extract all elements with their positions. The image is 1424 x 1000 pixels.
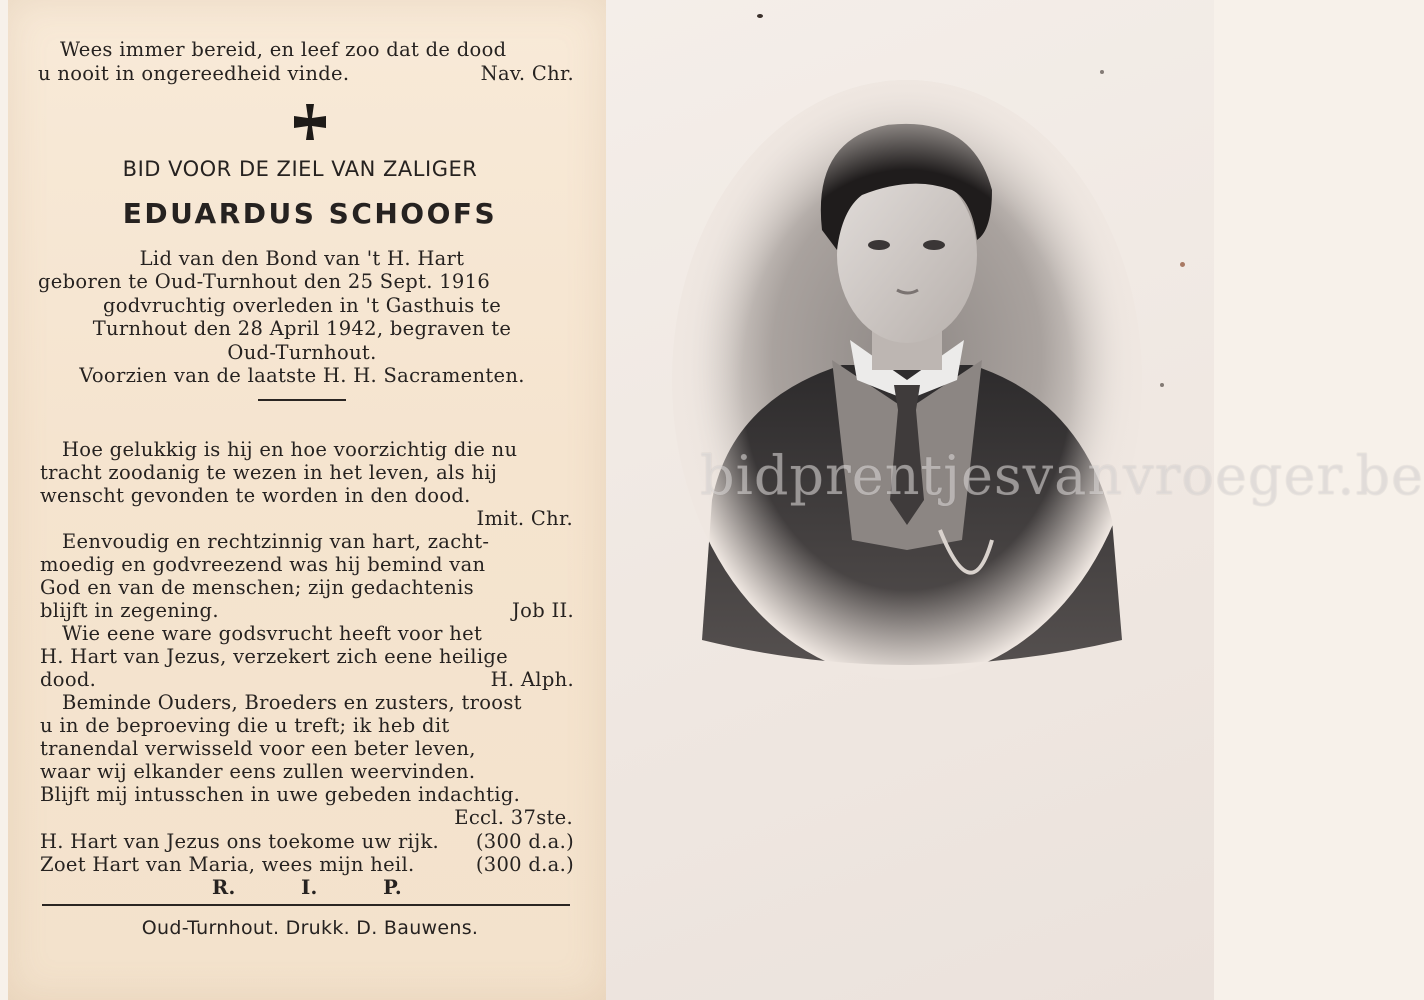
passage-4-source: Eccl. 37ste. — [454, 806, 573, 829]
footer-rule — [42, 904, 570, 906]
passage-3-line-2: H. Hart van Jezus, verzekert zich eene heilige — [40, 645, 508, 668]
portrait-photo — [672, 80, 1142, 700]
watermark-text: bidprentjesvanvroeger.be — [700, 444, 1424, 507]
bio-line-4: Turnhout den 28 April 1942, begraven te — [92, 317, 512, 340]
prayer-line-1: H. Hart van Jezus ons toekome uw rijk. (300 d.a.) — [40, 830, 574, 853]
passage-1-line-2: tracht zoodanig te wezen in het leven, als hij — [40, 461, 498, 484]
passage-3-line-3: dood. H. Alph. — [40, 668, 574, 691]
bio-line-3: godvruchtig overleden in 't Gasthuis te — [102, 294, 502, 317]
bio-line-6: Voorzien van de laatste H. H. Sacramenten. — [79, 364, 525, 387]
bio-line-2: geboren te Oud-Turnhout den 25 Sept. 1916 — [38, 270, 491, 293]
dust-speck — [757, 14, 763, 18]
quote-top-source: Nav. Chr. — [480, 62, 574, 85]
indulgence-2: (300 d.a.) — [475, 853, 574, 876]
passage-4-line-1: Beminde Ouders, Broeders en zusters, troost — [62, 691, 522, 714]
quote-top-line-2: u nooit in ongereedheid vinde. Nav. Chr. — [38, 62, 574, 85]
passage-4-line-5: Blijft mij intusschen in uwe gebeden indachtig. — [40, 783, 521, 806]
passage-4-line-3: tranendal verwisseld voor een beter leven, — [40, 737, 476, 760]
passage-2-line-1: Eenvoudig en rechtzinnig van hart, zacht- — [62, 530, 490, 553]
bio-line-1: Lid van den Bond van 't H. Hart — [139, 247, 465, 270]
cross-pattee-icon — [290, 102, 330, 142]
passage-4-line-2: u in de beproeving die u treft; ik heb dit — [40, 714, 450, 737]
dust-speck — [1180, 262, 1185, 267]
passage-3-line-1: Wie eene ware godsvrucht heeft voor het — [62, 622, 483, 645]
passage-1-line-1: Hoe gelukkig is hij en hoe voorzichtig die nu — [62, 438, 518, 461]
passage-1-line-3: wenscht gevonden te worden in den dood. — [40, 484, 471, 507]
passage-2-line-2: moedig en godvreezend was hij bemind van — [40, 553, 486, 576]
passage-2-line-4: blijft in zegening. Job II. — [40, 599, 574, 622]
dust-speck — [1160, 383, 1164, 387]
quote-top-line-1: Wees immer bereid, en leef zoo dat de dood — [60, 38, 507, 61]
deceased-name: EDUARDUS SCHOOFS — [122, 197, 498, 230]
passage-3-source: H. Alph. — [490, 668, 574, 691]
section-divider — [258, 399, 346, 401]
bio-line-5: Oud-Turnhout. — [227, 341, 377, 364]
passage-2-line-3: God en van de menschen; zijn gedachtenis — [40, 576, 474, 599]
indulgence-1: (300 d.a.) — [475, 830, 574, 853]
passage-1-source: Imit. Chr. — [476, 507, 573, 530]
printer-imprint: Oud-Turnhout. Drukk. D. Bauwens. — [141, 917, 479, 939]
dust-speck — [1100, 70, 1104, 74]
rip-line: R. I. P. — [212, 876, 402, 899]
prayer-line-2: Zoet Hart van Maria, wees mijn heil. (300 d.a.) — [40, 853, 574, 876]
prayer-heading: BID VOOR DE ZIEL VAN ZALIGER — [122, 157, 478, 181]
passage-2-source: Job II. — [512, 599, 574, 622]
passage-4-line-4: waar wij elkander eens zullen weervinden. — [40, 760, 476, 783]
